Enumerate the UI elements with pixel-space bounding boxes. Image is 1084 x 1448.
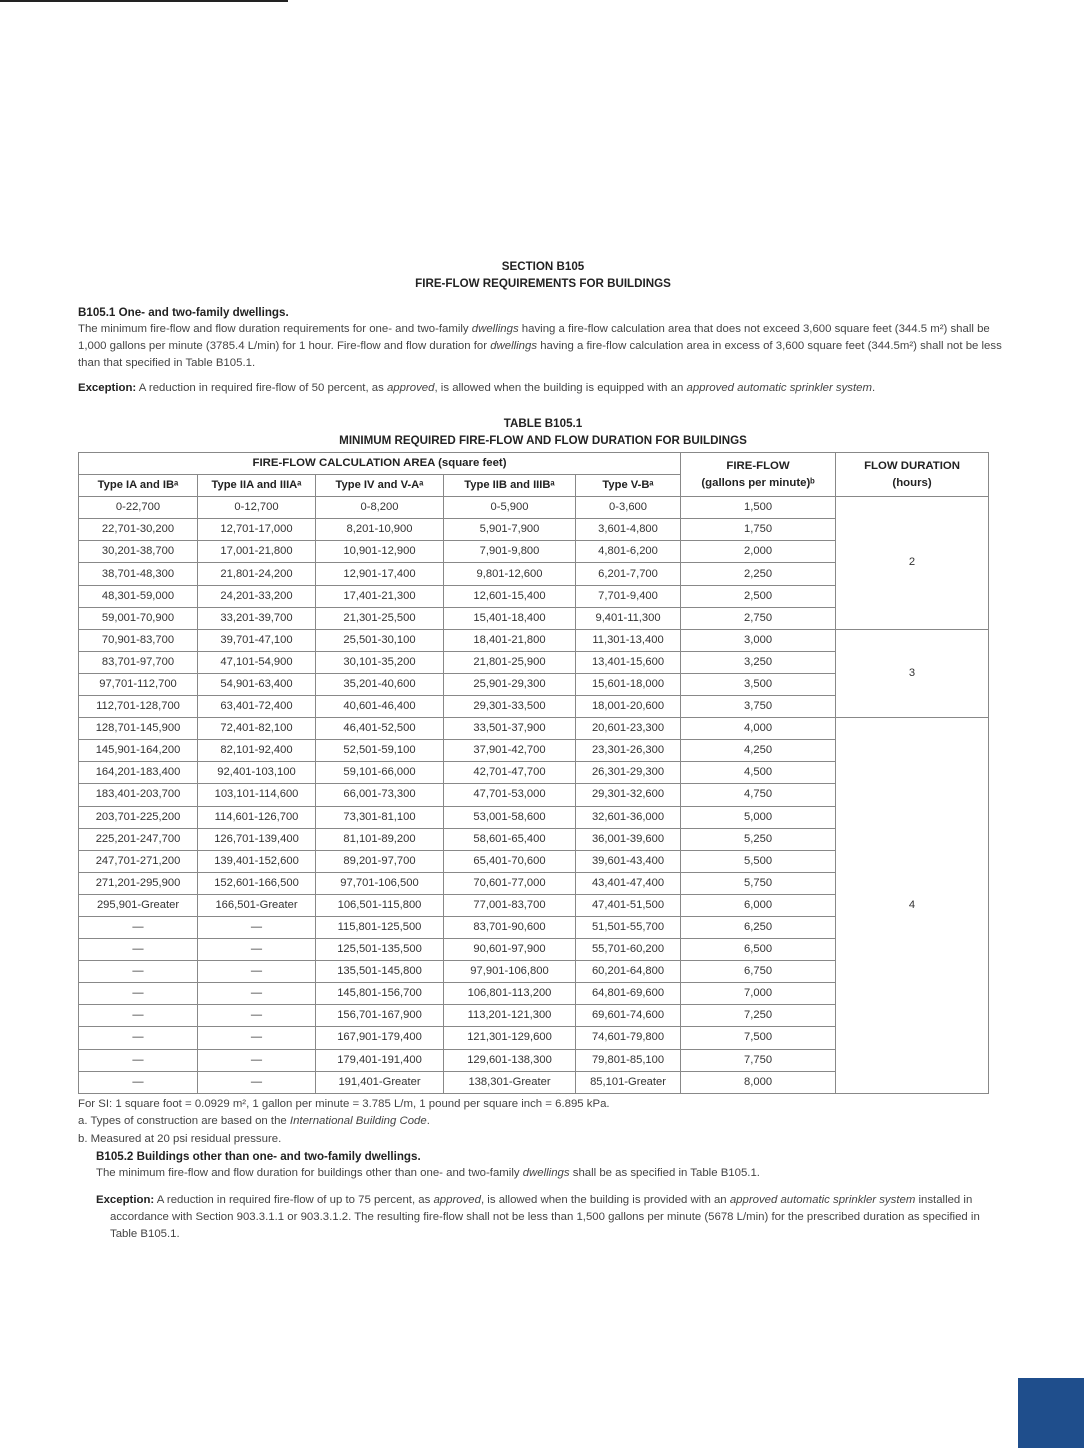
table-number: TABLE B105.1: [503, 417, 583, 430]
area-cell: 73,301-81,100: [316, 806, 444, 828]
area-cell: —: [79, 1027, 198, 1049]
area-cell: 183,401-203,700: [79, 784, 198, 806]
area-cell: 63,401-72,400: [198, 696, 316, 718]
footnotes: [78, 1096, 1008, 1149]
area-cell: 24,201-33,200: [198, 585, 316, 607]
table-row: [79, 718, 989, 740]
area-cell: 225,201-247,700: [79, 828, 198, 850]
area-cell: 39,701-47,100: [198, 629, 316, 651]
area-cell: 166,501-Greater: [198, 894, 316, 916]
area-cell: 74,601-79,800: [576, 1027, 681, 1049]
area-cell: 39,601-43,400: [576, 850, 681, 872]
footnote-si: For SI: 1 square foot = 0.0929 m², 1 gallon per minute = 3.785 L/m, 1 pound per square inch = 6.895 kPa.: [78, 1097, 610, 1110]
area-cell: 112,701-128,700: [79, 696, 198, 718]
fireflow-cell: 6,500: [681, 939, 836, 961]
area-cell: 38,701-48,300: [79, 563, 198, 585]
area-cell: 53,001-58,600: [444, 806, 576, 828]
area-cell: 43,401-47,400: [576, 872, 681, 894]
group-header: FIRE-FLOW CALCULATION AREA (square feet): [79, 453, 681, 475]
area-cell: 12,901-17,400: [316, 563, 444, 585]
area-cell: 46,401-52,500: [316, 718, 444, 740]
area-cell: 121,301-129,600: [444, 1027, 576, 1049]
b1051-exception: Exception: A reduction in required fire-flow of 50 percent, as approved, is allowed when the building is equipped with an approved automatic sprinkler system.: [78, 382, 876, 394]
area-cell: 126,701-139,400: [198, 828, 316, 850]
duration-cell: 4: [836, 718, 989, 1094]
area-cell: 128,701-145,900: [79, 718, 198, 740]
area-cell: 29,301-32,600: [576, 784, 681, 806]
fireflow-cell: 4,000: [681, 718, 836, 740]
area-cell: 203,701-225,200: [79, 806, 198, 828]
fireflow-cell: 4,750: [681, 784, 836, 806]
fireflow-cell: 8,000: [681, 1071, 836, 1093]
footnote-a: a. Types of construction are based on the International Building Code.: [78, 1115, 430, 1128]
area-cell: —: [198, 983, 316, 1005]
document-body: [78, 258, 1008, 1243]
column-header: Type V-Bᵃ: [576, 475, 681, 497]
fireflow-cell: 7,250: [681, 1005, 836, 1027]
area-cell: 139,401-152,600: [198, 850, 316, 872]
area-cell: 145,901-164,200: [79, 740, 198, 762]
area-cell: —: [79, 983, 198, 1005]
fireflow-cell: 7,500: [681, 1027, 836, 1049]
area-cell: 114,601-126,700: [198, 806, 316, 828]
table-title: MINIMUM REQUIRED FIRE-FLOW AND FLOW DURATION FOR BUILDINGS: [339, 434, 747, 447]
area-cell: 92,401-103,100: [198, 762, 316, 784]
area-cell: —: [79, 916, 198, 938]
area-cell: 37,901-42,700: [444, 740, 576, 762]
fireflow-cell: 2,500: [681, 585, 836, 607]
duration-cell: 3: [836, 629, 989, 717]
area-cell: 40,601-46,400: [316, 696, 444, 718]
area-cell: 21,801-24,200: [198, 563, 316, 585]
footnote-b: b. Measured at 20 psi residual pressure.: [78, 1132, 282, 1145]
area-cell: 103,101-114,600: [198, 784, 316, 806]
area-cell: 47,701-53,000: [444, 784, 576, 806]
area-cell: 17,001-21,800: [198, 541, 316, 563]
fireflow-cell: 3,250: [681, 651, 836, 673]
area-cell: 72,401-82,100: [198, 718, 316, 740]
b1051-heading: B105.1 One- and two-family dwellings.: [78, 306, 289, 319]
area-cell: 18,401-21,800: [444, 629, 576, 651]
area-cell: 10,901-12,900: [316, 541, 444, 563]
fireflow-cell: 6,250: [681, 916, 836, 938]
area-cell: —: [198, 1071, 316, 1093]
area-cell: 15,401-18,400: [444, 607, 576, 629]
fire-flow-table: [78, 452, 989, 1094]
section-number: SECTION B105: [501, 260, 585, 273]
area-cell: 7,701-9,400: [576, 585, 681, 607]
fireflow-cell: 5,500: [681, 850, 836, 872]
area-cell: 247,701-271,200: [79, 850, 198, 872]
area-cell: 3,601-4,800: [576, 519, 681, 541]
area-cell: 21,301-25,500: [316, 607, 444, 629]
fireflow-cell: 2,750: [681, 607, 836, 629]
area-cell: 9,801-12,600: [444, 563, 576, 585]
area-cell: 125,501-135,500: [316, 939, 444, 961]
area-cell: 106,801-113,200: [444, 983, 576, 1005]
area-cell: —: [198, 916, 316, 938]
area-cell: 83,701-97,700: [79, 651, 198, 673]
area-cell: 9,401-11,300: [576, 607, 681, 629]
area-cell: 60,201-64,800: [576, 961, 681, 983]
area-cell: 12,701-17,000: [198, 519, 316, 541]
area-cell: 70,601-77,000: [444, 872, 576, 894]
area-cell: 97,701-106,500: [316, 872, 444, 894]
area-cell: 20,601-23,300: [576, 718, 681, 740]
area-cell: 79,801-85,100: [576, 1049, 681, 1071]
section-title: FIRE-FLOW REQUIREMENTS FOR BUILDINGS: [415, 277, 671, 290]
fireflow-cell: 5,000: [681, 806, 836, 828]
area-cell: —: [79, 1005, 198, 1027]
area-cell: 77,001-83,700: [444, 894, 576, 916]
area-cell: 4,801-6,200: [576, 541, 681, 563]
area-cell: 51,501-55,700: [576, 916, 681, 938]
fireflow-cell: 5,250: [681, 828, 836, 850]
area-cell: 66,001-73,300: [316, 784, 444, 806]
area-cell: 69,601-74,600: [576, 1005, 681, 1027]
area-cell: 156,701-167,900: [316, 1005, 444, 1027]
b1052-heading: B105.2 Buildings other than one- and two-family dwellings.: [96, 1150, 421, 1164]
duration-header: FLOW DURATION (hours): [836, 453, 989, 497]
area-cell: 15,601-18,000: [576, 673, 681, 695]
b1051-paragraph: The minimum fire-flow and flow duration requirements for one- and two-family dwellings having a fire-flow calculation area that does not exceed 3,600 square feet (344.5 m²) shall be 1,000 gallons per minute (3785.4 L/min) for 1 hour. Fire-flow and flow duration for dwellings having a fire-flow calculation area in excess of 3,600 square feet (344.5m²) shall not be less than that specified in Table B105.1.: [78, 323, 1002, 369]
area-cell: 54,901-63,400: [198, 673, 316, 695]
area-cell: —: [198, 1005, 316, 1027]
area-cell: 11,301-13,400: [576, 629, 681, 651]
area-cell: 82,101-92,400: [198, 740, 316, 762]
area-cell: 26,301-29,300: [576, 762, 681, 784]
area-cell: 21,801-25,900: [444, 651, 576, 673]
fireflow-cell: 4,250: [681, 740, 836, 762]
table-row: [79, 629, 989, 651]
area-cell: 0-22,700: [79, 497, 198, 519]
area-cell: 59,101-66,000: [316, 762, 444, 784]
column-header: Type IA and IBᵃ: [79, 475, 198, 497]
b1052-exception: Exception: A reduction in required fire-flow of up to 75 percent, as approved, is allowed when the building is provided with an approved automatic sprinkler system installed in accordance with Section 903.3.1.1 or 903.3.1.2. The resulting fire-flow shall not be less than 1,500 gallons per minute (5678 L/min) for the prescribed duration as specified in Table B105.1.: [96, 1194, 980, 1241]
fireflow-cell: 1,750: [681, 519, 836, 541]
area-cell: 106,501-115,800: [316, 894, 444, 916]
area-cell: —: [198, 1027, 316, 1049]
area-cell: 13,401-15,600: [576, 651, 681, 673]
area-cell: 18,001-20,600: [576, 696, 681, 718]
column-header: Type IIA and IIIAᵃ: [198, 475, 316, 497]
area-cell: 0-3,600: [576, 497, 681, 519]
area-cell: 191,401-Greater: [316, 1071, 444, 1093]
b1052-section: [78, 1148, 1008, 1243]
area-cell: 0-8,200: [316, 497, 444, 519]
area-cell: 55,701-60,200: [576, 939, 681, 961]
area-cell: 23,301-26,300: [576, 740, 681, 762]
fireflow-cell: 3,000: [681, 629, 836, 651]
area-cell: 152,601-166,500: [198, 872, 316, 894]
area-cell: 33,501-37,900: [444, 718, 576, 740]
area-cell: 17,401-21,300: [316, 585, 444, 607]
fireflow-cell: 2,250: [681, 563, 836, 585]
area-cell: 135,501-145,800: [316, 961, 444, 983]
area-cell: 138,301-Greater: [444, 1071, 576, 1093]
area-cell: 129,601-138,300: [444, 1049, 576, 1071]
area-cell: 70,901-83,700: [79, 629, 198, 651]
area-cell: 30,101-35,200: [316, 651, 444, 673]
area-cell: 179,401-191,400: [316, 1049, 444, 1071]
area-cell: 0-5,900: [444, 497, 576, 519]
area-cell: 85,101-Greater: [576, 1071, 681, 1093]
area-cell: 295,901-Greater: [79, 894, 198, 916]
area-cell: 30,201-38,700: [79, 541, 198, 563]
area-cell: 113,201-121,300: [444, 1005, 576, 1027]
area-cell: —: [79, 1071, 198, 1093]
corner-page-tab: [1018, 1378, 1084, 1448]
area-cell: —: [198, 1049, 316, 1071]
area-cell: 164,201-183,400: [79, 762, 198, 784]
area-cell: 47,401-51,500: [576, 894, 681, 916]
area-cell: —: [79, 1049, 198, 1071]
area-cell: 48,301-59,000: [79, 585, 198, 607]
duration-cell: 2: [836, 497, 989, 630]
fireflow-cell: 7,000: [681, 983, 836, 1005]
area-cell: 0-12,700: [198, 497, 316, 519]
area-cell: 22,701-30,200: [79, 519, 198, 541]
area-cell: —: [79, 939, 198, 961]
column-header: Type IV and V-Aᵃ: [316, 475, 444, 497]
area-cell: 97,701-112,700: [79, 673, 198, 695]
area-cell: 167,901-179,400: [316, 1027, 444, 1049]
fireflow-cell: 1,500: [681, 497, 836, 519]
area-cell: 59,001-70,900: [79, 607, 198, 629]
fireflow-cell: 6,750: [681, 961, 836, 983]
b1052-paragraph: The minimum fire-flow and flow duration for buildings other than one- and two-family dwellings shall be as specified in Table B105.1.: [96, 1167, 760, 1180]
area-cell: 271,201-295,900: [79, 872, 198, 894]
area-cell: 81,101-89,200: [316, 828, 444, 850]
fireflow-cell: 3,750: [681, 696, 836, 718]
area-cell: —: [198, 961, 316, 983]
area-cell: 90,601-97,900: [444, 939, 576, 961]
area-cell: 47,101-54,900: [198, 651, 316, 673]
area-cell: 58,601-65,400: [444, 828, 576, 850]
area-cell: —: [79, 961, 198, 983]
area-cell: —: [198, 939, 316, 961]
area-cell: 42,701-47,700: [444, 762, 576, 784]
area-cell: 115,801-125,500: [316, 916, 444, 938]
area-cell: 25,901-29,300: [444, 673, 576, 695]
table-body: [79, 497, 989, 1094]
fireflow-cell: 2,000: [681, 541, 836, 563]
area-cell: 83,701-90,600: [444, 916, 576, 938]
area-cell: 12,601-15,400: [444, 585, 576, 607]
fireflow-cell: 3,500: [681, 673, 836, 695]
fireflow-cell: 4,500: [681, 762, 836, 784]
area-cell: 8,201-10,900: [316, 519, 444, 541]
area-cell: 36,001-39,600: [576, 828, 681, 850]
fireflow-header: FIRE-FLOW (gallons per minute)ᵇ: [681, 453, 836, 497]
area-cell: 33,201-39,700: [198, 607, 316, 629]
column-header: Type IIB and IIIBᵃ: [444, 475, 576, 497]
area-cell: 6,201-7,700: [576, 563, 681, 585]
area-cell: 97,901-106,800: [444, 961, 576, 983]
area-cell: 52,501-59,100: [316, 740, 444, 762]
area-cell: 89,201-97,700: [316, 850, 444, 872]
fireflow-cell: 5,750: [681, 872, 836, 894]
area-cell: 32,601-36,000: [576, 806, 681, 828]
area-cell: 29,301-33,500: [444, 696, 576, 718]
area-cell: 145,801-156,700: [316, 983, 444, 1005]
area-cell: 25,501-30,100: [316, 629, 444, 651]
area-cell: 64,801-69,600: [576, 983, 681, 1005]
top-rule: [0, 0, 288, 2]
fireflow-cell: 6,000: [681, 894, 836, 916]
table-row: [79, 497, 989, 519]
area-cell: 35,201-40,600: [316, 673, 444, 695]
area-cell: 5,901-7,900: [444, 519, 576, 541]
area-cell: 65,401-70,600: [444, 850, 576, 872]
fireflow-cell: 7,750: [681, 1049, 836, 1071]
area-cell: 7,901-9,800: [444, 541, 576, 563]
